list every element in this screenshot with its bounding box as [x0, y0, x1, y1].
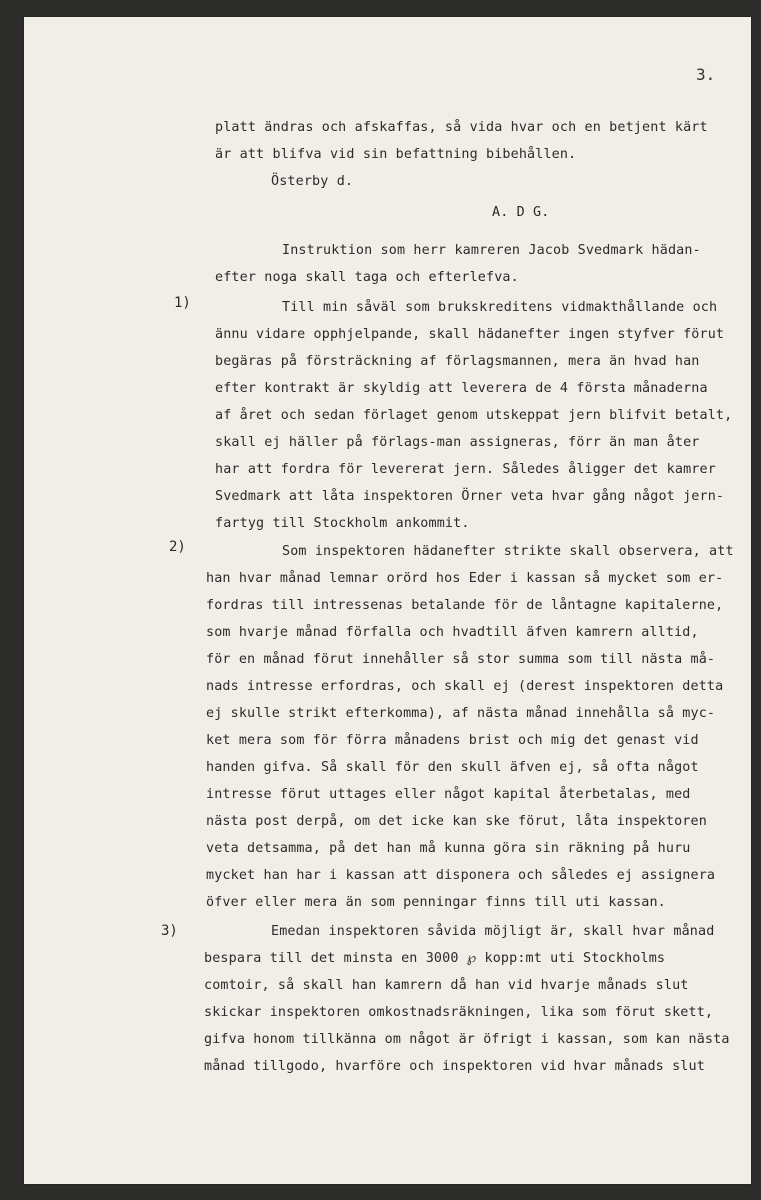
text-line: skickar inspektoren omkostnadsräkningen, lika som förut skett, — [204, 1005, 714, 1020]
text-line: fartyg till Stockholm ankommit. — [215, 516, 470, 531]
text-line: comtoir, så skall han kamrern då han vid hvarje månads slut — [204, 978, 689, 993]
text-line: af året och sedan förlaget genom utskeppat jern blifvit betalt, — [215, 408, 733, 423]
title-line: Instruktion som herr kamreren Jacob Svedmark hädan- — [282, 243, 701, 258]
text-line: Som inspektoren hädanefter strikte skall observera, att — [282, 544, 734, 559]
text-line: Emedan inspektoren såvida möjligt är, skall hvar månad — [271, 924, 715, 939]
heading-line: A. D G. — [492, 205, 550, 220]
text-line: veta detsamma, på det han må kunna göra sin räkning på huru — [206, 841, 691, 856]
text-line: platt ändras och afskaffas, så vida hvar och en betjent kärt — [215, 120, 708, 135]
text-line: bespara till det minsta en 3000 ℘ kopp:mt uti Stockholms — [204, 951, 666, 966]
item-marker-3: 3) — [161, 923, 178, 939]
text-line: fordras till intressenas betalande för de låntagne kapitalerne, — [206, 598, 724, 613]
text-line: nads intresse erfordras, och skall ej (derest inspektoren detta — [206, 679, 724, 694]
text-line: som hvarje månad förfalla och hvadtill äfven kamrern alltid, — [206, 625, 699, 640]
place-line: Österby d. — [271, 174, 354, 189]
text-line: för en månad förut innehåller så stor summa som till nästa må- — [206, 652, 716, 667]
text-line: är att blifva vid sin befattning bibehållen. — [215, 147, 577, 162]
text-line: han hvar månad lemnar orörd hos Eder i kassan så mycket som er- — [206, 571, 724, 586]
text-line: handen gifva. Så skall för den skull äfven ej, så ofta något — [206, 760, 699, 775]
text-line: öfver eller mera än som penningar finns till uti kassan. — [206, 895, 666, 910]
item-marker-2: 2) — [169, 539, 186, 555]
page-number: 3. — [696, 65, 716, 84]
text-line: intresse förut uttages eller något kapital återbetalas, med — [206, 787, 691, 802]
title-line: efter noga skall taga och efterlefva. — [215, 270, 519, 285]
item-marker-1: 1) — [174, 295, 191, 311]
text-line: begäras på försträckning af förlagsmannen, mera än hvad han — [215, 354, 700, 369]
text-line: ännu vidare opphjelpande, skall hädanefter ingen styfver förut — [215, 327, 725, 342]
text-line: nästa post derpå, om det icke kan ske förut, låta inspektoren — [206, 814, 707, 829]
text-line: månad tillgodo, hvarföre och inspektoren vid hvar månads slut — [204, 1059, 705, 1074]
text-line: gifva honom tillkänna om något är öfrigt i kassan, som kan nästa — [204, 1032, 730, 1047]
document-page — [24, 17, 751, 1184]
text-line: ej skulle strikt efterkomma), af nästa månad innehålla så myc- — [206, 706, 716, 721]
text-line: Svedmark att låta inspektoren Örner veta hvar gång något jern- — [215, 489, 725, 504]
text-line: efter kontrakt är skyldig att leverera de 4 första månaderna — [215, 381, 708, 396]
text-line: ket mera som för förra månadens brist och mig det genast vid — [206, 733, 699, 748]
text-line: Till min såväl som brukskreditens vidmakthållande och — [282, 300, 718, 315]
text-line: mycket han har i kassan att disponera och således ej assignera — [206, 868, 716, 883]
text-line: har att fordra för levererat jern. Således åligger det kamrer — [215, 462, 716, 477]
text-line: skall ej häller på förlags-man assigneras, förr än man åter — [215, 435, 700, 450]
